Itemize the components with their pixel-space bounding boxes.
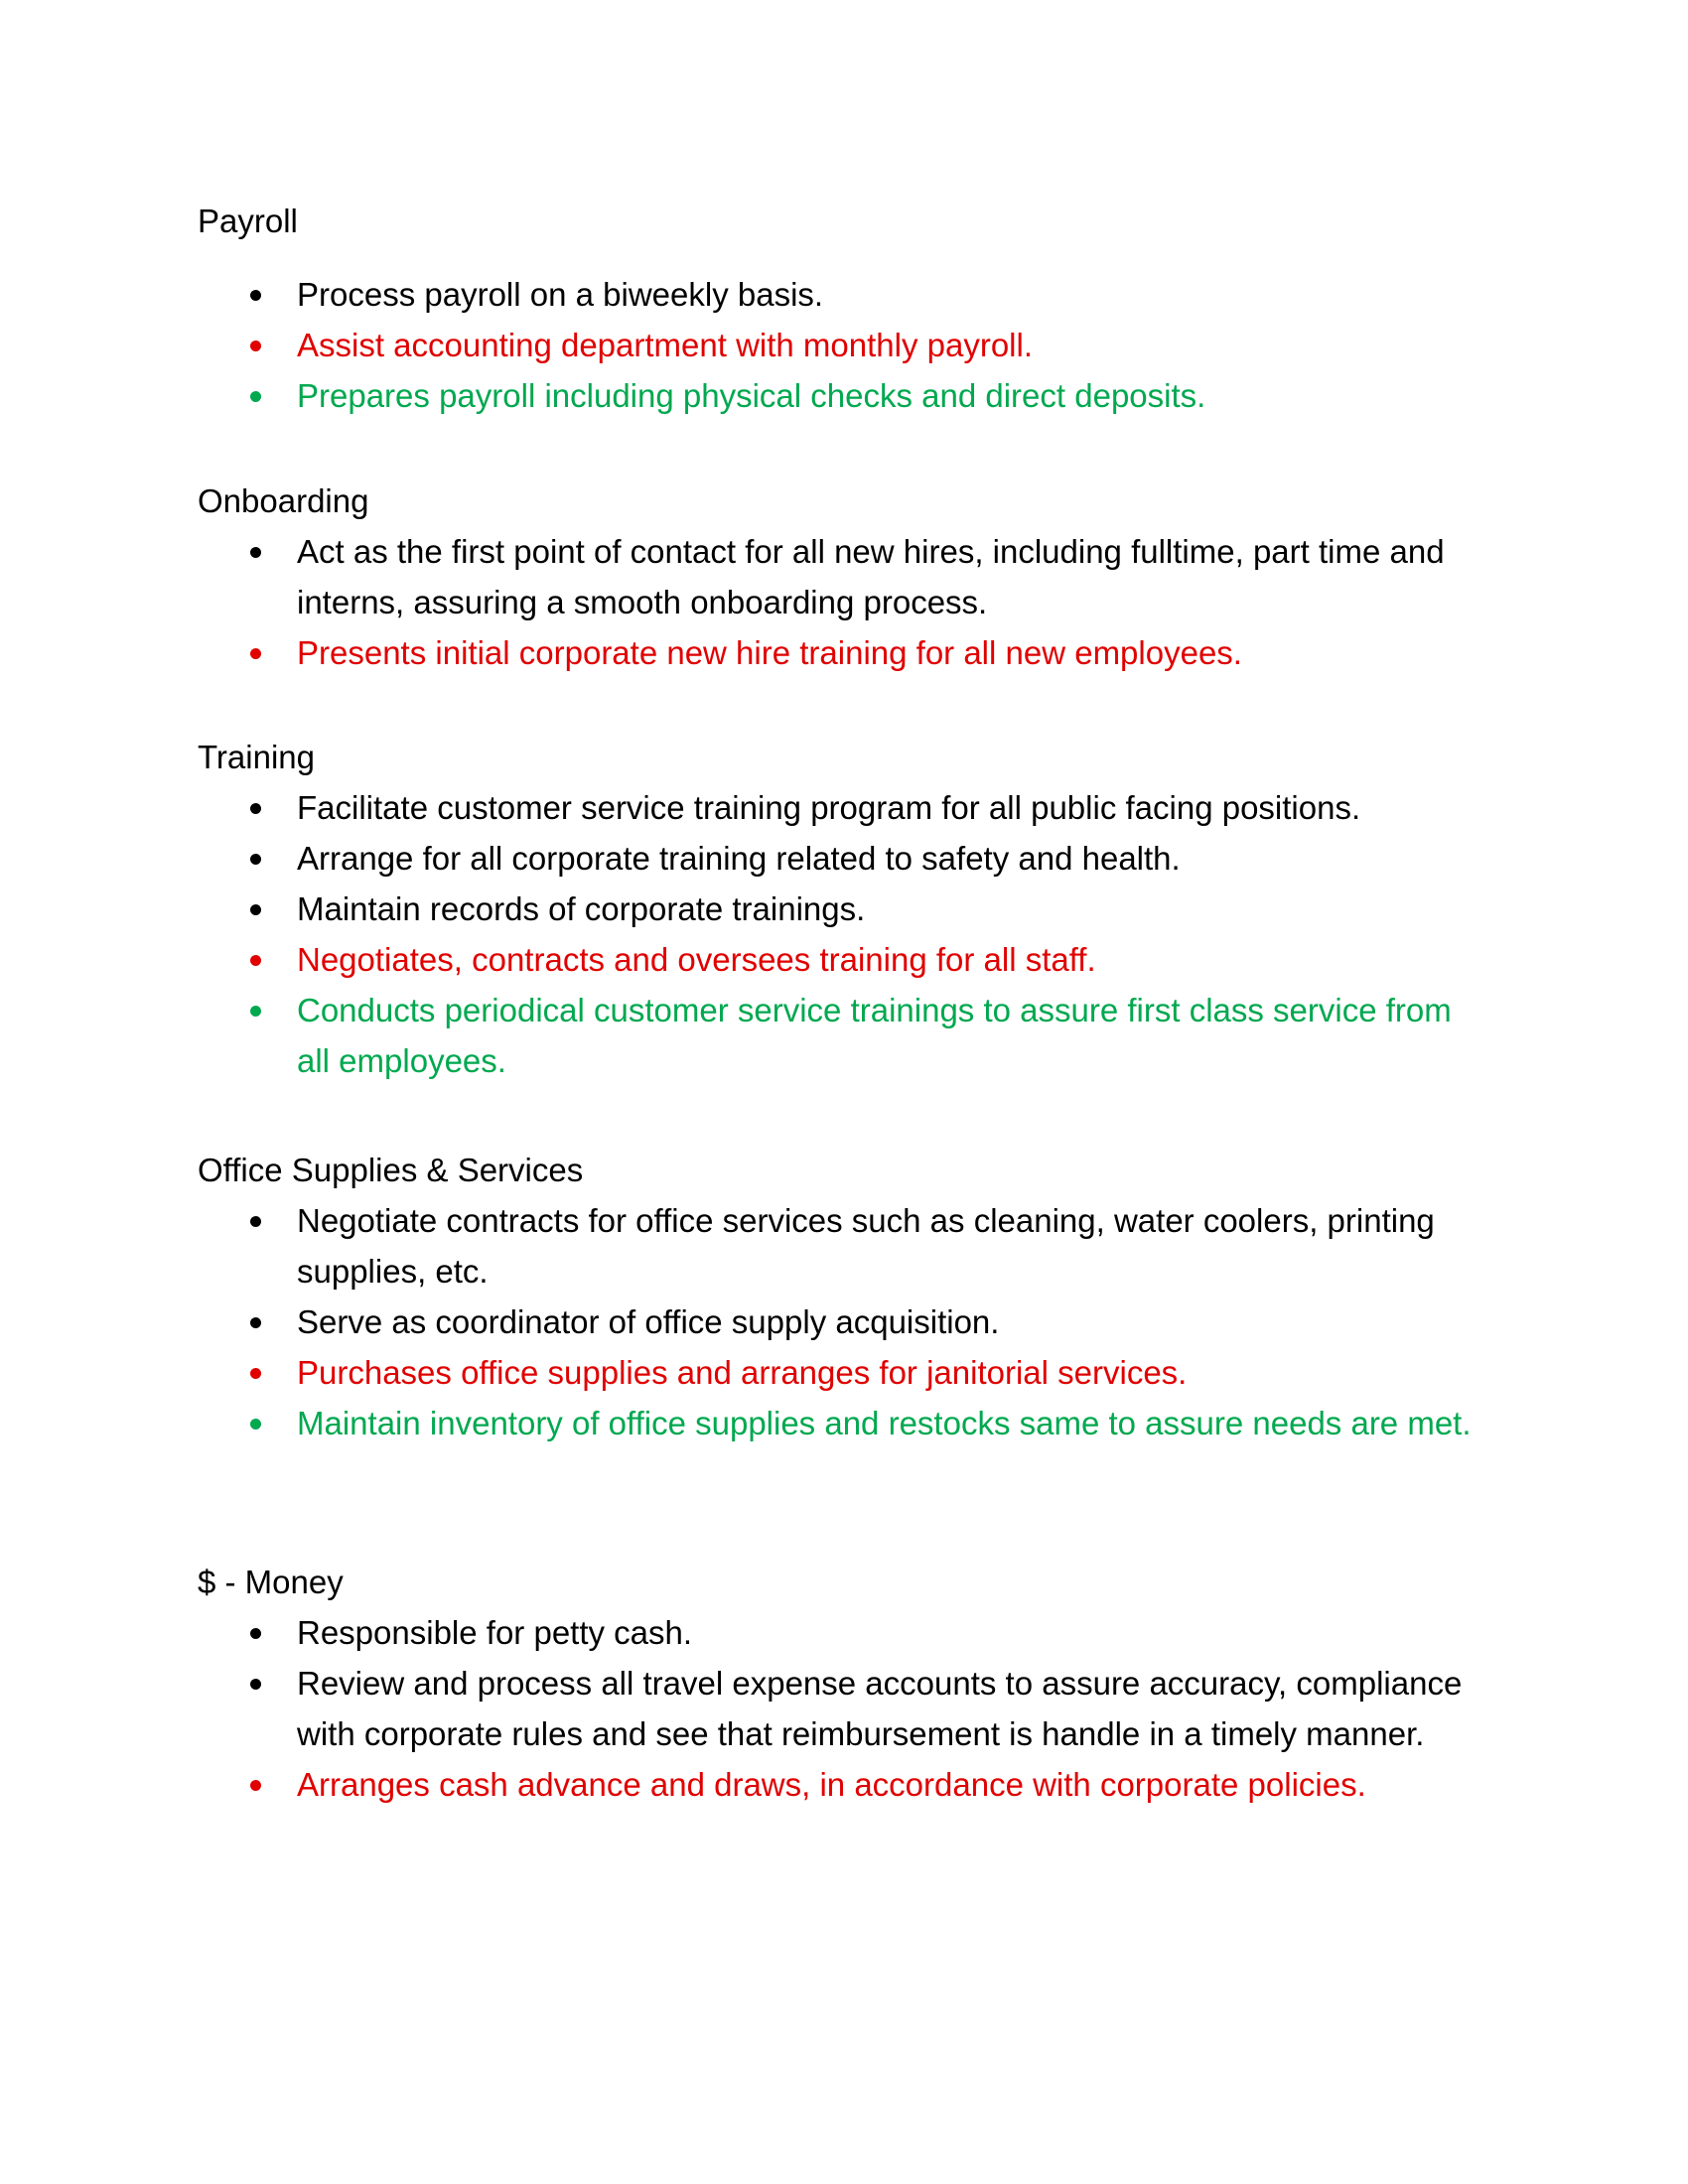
bullet-icon: [250, 547, 261, 558]
bullet-icon: [250, 1628, 261, 1639]
bullet-icon: [250, 955, 261, 966]
section-heading: Office Supplies & Services: [198, 1152, 584, 1188]
section-training: [198, 732, 1518, 1086]
list-item-text: Arrange for all corporate training related to safety and health.: [297, 840, 1181, 877]
bullet-icon: [250, 1780, 261, 1791]
bullet-icon: [250, 1368, 261, 1379]
bullet-icon: [250, 648, 261, 659]
list-item-text: Arranges cash advance and draws, in accordance with corporate policies.: [297, 1766, 1366, 1803]
section-payroll: [198, 196, 1518, 421]
list-item: [198, 782, 1488, 833]
bullet-icon: [250, 391, 261, 402]
list-item: [198, 1607, 1488, 1658]
bullet-icon: [250, 1216, 261, 1227]
bullet-list: [198, 1195, 1518, 1448]
bullet-icon: [250, 1419, 261, 1430]
bullet-icon: [250, 1317, 261, 1328]
list-item: [198, 833, 1488, 884]
list-item: [198, 370, 1488, 421]
list-item: [198, 934, 1488, 985]
bullet-icon: [250, 341, 261, 351]
list-item-text: Negotiates, contracts and oversees training for all staff.: [297, 941, 1096, 978]
list-item-text: Process payroll on a biweekly basis.: [297, 276, 824, 313]
bullet-icon: [250, 904, 261, 915]
list-item-text: Assist accounting department with monthly payroll.: [297, 327, 1034, 363]
section-onboarding: [198, 476, 1518, 678]
list-item-text: Facilitate customer service training program for all public facing positions.: [297, 789, 1361, 826]
list-item-text: Maintain records of corporate trainings.: [297, 890, 866, 927]
list-item: [198, 269, 1488, 320]
list-item-text: Act as the first point of contact for all new hires, including fulltime, part time and interns, assuring a smooth onboarding process.: [297, 533, 1445, 620]
list-item: [198, 1195, 1488, 1297]
list-item: [198, 627, 1488, 678]
section-heading: Payroll: [198, 203, 298, 239]
list-item-text: Negotiate contracts for office services such as cleaning, water coolers, printing supplies, etc.: [297, 1202, 1435, 1290]
list-item-text: Responsible for petty cash.: [297, 1614, 693, 1651]
section-money: [198, 1557, 1518, 1810]
list-item: [198, 1658, 1488, 1759]
bullet-icon: [250, 1006, 261, 1017]
list-item-text: Maintain inventory of office supplies and restocks same to assure needs are met.: [297, 1405, 1472, 1441]
section-heading: Onboarding: [198, 482, 369, 519]
list-item: [198, 1759, 1488, 1810]
list-item: [198, 1347, 1488, 1398]
list-item: [198, 526, 1488, 627]
list-item: [198, 1297, 1488, 1347]
list-item-text: Review and process all travel expense accounts to assure accuracy, compliance with corporate rules and see that reimbursement is handle in a timely manner.: [297, 1665, 1463, 1752]
section-heading: Training: [198, 739, 315, 775]
bullet-list: [198, 1607, 1518, 1810]
list-item-text: Serve as coordinator of office supply acquisition.: [297, 1303, 1000, 1340]
bullet-list: [198, 526, 1518, 678]
section-office-supplies: [198, 1145, 1518, 1448]
bullet-icon: [250, 854, 261, 865]
list-item-text: Conducts periodical customer service trainings to assure first class service from all employees.: [297, 992, 1452, 1079]
bullet-icon: [250, 803, 261, 814]
list-item: [198, 985, 1488, 1086]
section-heading: $ - Money: [198, 1564, 344, 1600]
list-item: [198, 884, 1488, 934]
list-item-text: Prepares payroll including physical checks and direct deposits.: [297, 377, 1206, 414]
list-item-text: Purchases office supplies and arranges for janitorial services.: [297, 1354, 1188, 1391]
bullet-list: [198, 269, 1518, 421]
list-item: [198, 320, 1488, 370]
list-item-text: Presents initial corporate new hire training for all new employees.: [297, 634, 1242, 671]
bullet-icon: [250, 290, 261, 301]
bullet-list: [198, 782, 1518, 1086]
list-item: [198, 1398, 1488, 1448]
bullet-icon: [250, 1679, 261, 1690]
